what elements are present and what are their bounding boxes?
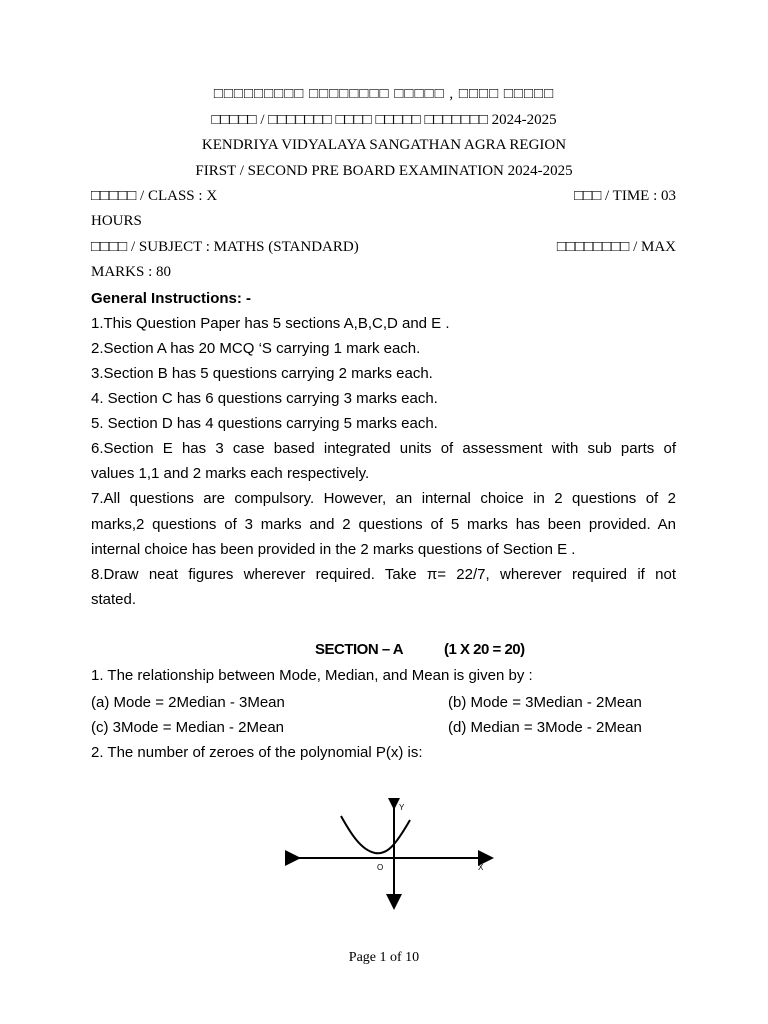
time-label: □□□ / TIME : 03 [574,188,676,204]
instruction-item: 2.Section A has 20 MCQ ‘S carrying 1 mark each. [91,340,421,357]
polynomial-graph [285,798,505,916]
instruction-item: 5. Section D has 4 questions carrying 5 marks each. [91,415,438,432]
instruction-item: marks,2 questions of 3 marks and 2 questions of 5 marks has been provided. An [91,516,676,533]
instruction-item: internal choice has been provided in the 2 marks questions of Section E . [91,541,576,558]
origin-label: O [377,863,384,872]
instruction-item: values 1,1 and 2 marks each respectively. [91,465,370,482]
hindi-heading-line2: □□□□□ / □□□□□□□ □□□□ □□□□□ □□□□□□□ 2024-2025 [211,112,557,128]
marks-continuation: MARKS : 80 [91,264,172,280]
subject-label: □□□□ / SUBJECT : MATHS (STANDARD) [91,239,359,255]
question-1-option-d: (d) Median = 3Mode - 2Mean [448,719,642,736]
organization-name: KENDRIYA VIDYALAYA SANGATHAN AGRA REGION [201,137,567,153]
y-axis-label: Y [399,803,405,812]
section-a-title: SECTION – A [315,641,404,658]
instruction-item: 6.Section E has 3 case based integrated units of assessment with sub parts of [91,440,676,457]
instruction-item: 7.All questions are compulsory. However, an internal choice in 2 questions of 2 [91,490,676,507]
instruction-item: 1.This Question Paper has 5 sections A,B,C,D and E . [91,315,450,332]
x-axis-label: X [478,863,484,872]
question-2-text: 2. The number of zeroes of the polynomial P(x) is: [91,744,423,761]
page-number: Page 1 of 10 [348,950,420,965]
question-1-text: 1. The relationship between Mode, Median, and Mean is given by : [91,667,533,684]
hindi-heading-line1: □□□□□□□□□ □□□□□□□□ □□□□□ , □□□□ □□□□□ [213,86,555,102]
time-continuation: HOURS [91,213,142,229]
question-1-option-a: (a) Mode = 2Median - 3Mean [91,694,285,711]
class-label: □□□□□ / CLASS : X [91,188,218,204]
parabola-curve [341,816,410,853]
question-1-option-b: (b) Mode = 3Median - 2Mean [448,694,642,711]
instruction-item: 4. Section C has 6 questions carrying 3 marks each. [91,390,438,407]
instruction-item: 8.Draw neat figures wherever required. Take π= 22/7, wherever required if not [91,566,676,583]
instructions-title: General Instructions: - [91,290,252,307]
max-marks-label: □□□□□□□□ / MAX [556,239,676,255]
section-a-marks: (1 X 20 = 20) [444,641,525,658]
exam-title: FIRST / SECOND PRE BOARD EXAMINATION 2024-2025 [195,163,573,179]
question-1-option-c: (c) 3Mode = Median - 2Mean [91,719,285,736]
instruction-item: stated. [91,591,137,608]
instruction-item: 3.Section B has 5 questions carrying 2 marks each. [91,365,433,382]
